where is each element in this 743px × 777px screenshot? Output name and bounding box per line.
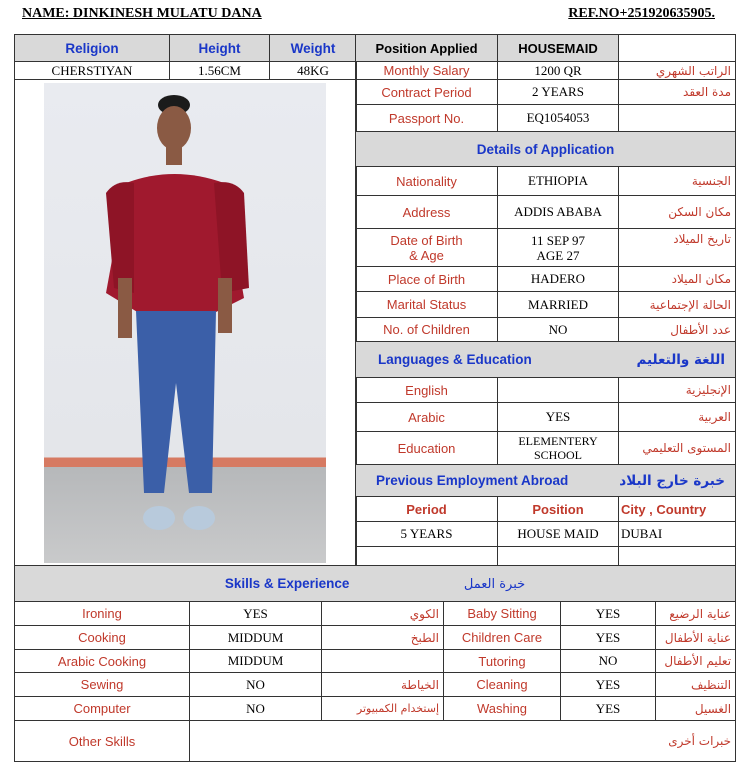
position-label: Position Applied bbox=[356, 35, 498, 62]
arabic-label: Arabic bbox=[356, 403, 498, 432]
skills-title-row bbox=[15, 566, 736, 602]
skill-ironing: Ironing bbox=[15, 602, 190, 626]
children-ar: عدد الأطفال bbox=[619, 318, 736, 342]
weight-value: 48KG bbox=[270, 62, 357, 80]
dob-label-line1: Date of Birth bbox=[390, 232, 463, 248]
nationality-ar: الجنسية bbox=[619, 167, 736, 196]
languages-title-row bbox=[356, 342, 736, 378]
skills-title-ar: خبرة العمل bbox=[463, 576, 526, 592]
details-title: Details of Application bbox=[356, 132, 736, 167]
arabic-value: YES bbox=[498, 403, 619, 432]
marital-value: MARRIED bbox=[498, 292, 619, 318]
religion-value: CHERSTIYAN bbox=[15, 62, 170, 80]
application-table bbox=[355, 34, 736, 567]
marital-label: Marital Status bbox=[356, 292, 498, 318]
city-value: DUBAI bbox=[619, 522, 736, 547]
skill-cleaning-ar: التنظيف bbox=[656, 673, 736, 697]
skill-arabic-cooking: Arabic Cooking bbox=[15, 650, 190, 673]
english-ar: الإنجليزية bbox=[619, 378, 736, 403]
pob-ar: مكان الميلاد bbox=[619, 267, 736, 292]
salary-value: 1200 QR bbox=[498, 62, 619, 80]
dob-label bbox=[356, 229, 498, 267]
weight-label: Weight bbox=[270, 35, 357, 62]
skill-babysitting: Baby Sitting bbox=[444, 602, 561, 626]
skill-babysitting-ar: عناية الرضيع bbox=[656, 602, 736, 626]
position-header: Position bbox=[498, 497, 619, 522]
candidate-name: NAME: DINKINESH MULATU DANA bbox=[22, 6, 262, 21]
pob-label: Place of Birth bbox=[356, 267, 498, 292]
dob-date: 11 SEP 97 bbox=[531, 232, 585, 248]
person-photo-icon bbox=[44, 83, 326, 563]
skill-ironing-ar: الكوي bbox=[322, 602, 444, 626]
period-header: Period bbox=[356, 497, 498, 522]
address-label: Address bbox=[356, 196, 498, 229]
skill-washing-value: YES bbox=[561, 697, 656, 721]
height-value: 1.56CM bbox=[170, 62, 270, 80]
skill-sewing-value: NO bbox=[190, 673, 322, 697]
english-value bbox=[498, 378, 619, 403]
skill-cleaning: Cleaning bbox=[444, 673, 561, 697]
skill-sewing: Sewing bbox=[15, 673, 190, 697]
city-header: City , Country bbox=[619, 497, 736, 522]
skill-childcare-value: YES bbox=[561, 626, 656, 650]
skills-title: Skills & Experience bbox=[224, 575, 350, 591]
pob-value: HADERO bbox=[498, 267, 619, 292]
salary-label: Monthly Salary bbox=[356, 62, 498, 80]
employment-title-ar: خبرة خارج البلاد bbox=[619, 472, 725, 489]
candidate-photo bbox=[44, 83, 326, 563]
skill-childcare-ar: عناية الأطفال bbox=[656, 626, 736, 650]
languages-title-ar: اللغة والتعليم bbox=[636, 351, 725, 368]
education-label: Education bbox=[356, 432, 498, 465]
skill-arabic-cooking-value: MIDDUM bbox=[190, 650, 322, 673]
children-value: NO bbox=[498, 318, 619, 342]
arabic-ar: العربية bbox=[619, 403, 736, 432]
contract-label: Contract Period bbox=[356, 80, 498, 105]
reference-number: REF.NO+251920635905. bbox=[568, 6, 715, 21]
employment-title-row bbox=[356, 465, 736, 497]
skill-tutoring-ar: تعليم الأطفال bbox=[656, 650, 736, 673]
skill-tutoring: Tutoring bbox=[444, 650, 561, 673]
employment-position-value: HOUSE MAID bbox=[498, 522, 619, 547]
address-value: ADDIS ABABA bbox=[498, 196, 619, 229]
passport-value: EQ1054053 bbox=[498, 105, 619, 132]
education-value bbox=[498, 432, 619, 465]
skill-computer-value: NO bbox=[190, 697, 322, 721]
dob-value bbox=[498, 229, 619, 267]
skill-babysitting-value: YES bbox=[561, 602, 656, 626]
employment-title: Previous Employment Abroad bbox=[376, 472, 569, 488]
nationality-value: ETHIOPIA bbox=[498, 167, 619, 196]
skill-cooking: Cooking bbox=[15, 626, 190, 650]
skill-cleaning-value: YES bbox=[561, 673, 656, 697]
period-value: 5 YEARS bbox=[356, 522, 498, 547]
skill-sewing-ar: الخياطة bbox=[322, 673, 444, 697]
contract-value: 2 YEARS bbox=[498, 80, 619, 105]
religion-label: Religion bbox=[15, 35, 170, 62]
skill-tutoring-value: NO bbox=[561, 650, 656, 673]
skills-table bbox=[14, 565, 736, 762]
height-label: Height bbox=[170, 35, 270, 62]
education-ar: المستوى التعليمي bbox=[619, 432, 736, 465]
marital-ar: الحالة الإجتماعية bbox=[619, 292, 736, 318]
skill-childcare: Children Care bbox=[444, 626, 561, 650]
other-skills-label: Other Skills bbox=[15, 721, 190, 762]
dob-age: AGE 27 bbox=[536, 247, 580, 263]
skill-cooking-value: MIDDUM bbox=[190, 626, 322, 650]
salary-ar: الراتب الشهري bbox=[619, 62, 736, 80]
languages-title: Languages & Education bbox=[378, 351, 532, 367]
skill-computer: Computer bbox=[15, 697, 190, 721]
contract-ar: مدة العقد bbox=[619, 80, 736, 105]
passport-label: Passport No. bbox=[356, 105, 498, 132]
passport-ar bbox=[619, 105, 736, 132]
nationality-label: Nationality bbox=[356, 167, 498, 196]
education-value-line1: ELEMENTERY bbox=[518, 434, 598, 448]
education-value-line2: SCHOOL bbox=[533, 448, 582, 462]
skill-arabic-cooking-ar bbox=[322, 650, 444, 673]
children-label: No. of Children bbox=[356, 318, 498, 342]
skill-ironing-value: YES bbox=[190, 602, 322, 626]
skill-computer-ar: إستخدام الكمبيوتر bbox=[322, 697, 444, 721]
address-ar: مكان السكن bbox=[619, 196, 736, 229]
english-label: English bbox=[356, 378, 498, 403]
dob-label-line2: & Age bbox=[409, 247, 444, 263]
dob-ar: تاريخ الميلاد bbox=[619, 229, 736, 267]
skill-cooking-ar: الطبخ bbox=[322, 626, 444, 650]
other-skills-ar: خبرات أخرى bbox=[656, 721, 736, 762]
position-value: HOUSEMAID bbox=[498, 35, 619, 62]
skill-washing: Washing bbox=[444, 697, 561, 721]
skill-washing-ar: الغسيل bbox=[656, 697, 736, 721]
